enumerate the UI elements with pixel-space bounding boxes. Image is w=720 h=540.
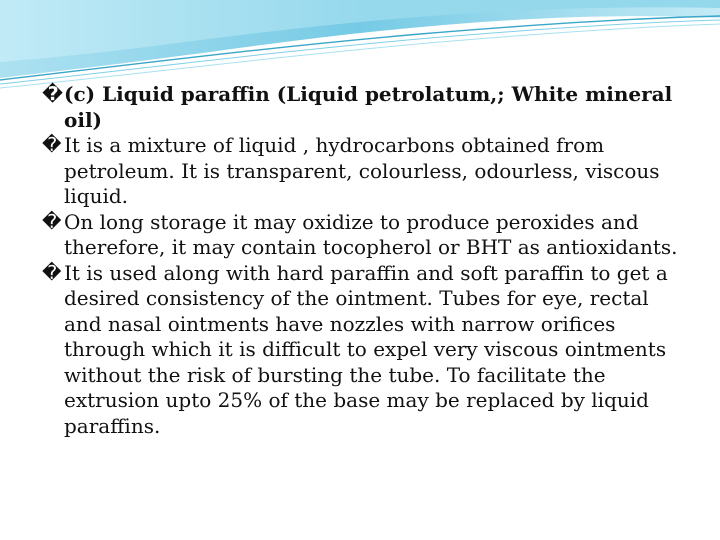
bullet-marker-icon: � [42,261,62,284]
bullet-paragraph-2 [42,133,692,210]
bullet-paragraph-1 [42,82,692,133]
bullet-paragraph-4 [42,261,692,440]
slide-body [42,82,692,439]
paragraph-text: (c) Liquid paraffin (Liquid petrolatum,; White mineral oil) [64,82,673,132]
paragraph-text: It is a mixture of liquid , hydrocarbons obtained from petroleum. It is transparent, colourless, odourless, viscous liquid. [64,133,660,208]
bullet-marker-icon: � [42,210,62,233]
paragraph-text: On long storage it may oxidize to produce peroxides and therefore, it may contain tocopherol or BHT as antioxidants. [64,209,678,259]
paragraph-text: It is used along with hard paraffin and soft paraffin to get a desired consistency of the ointment. Tubes for eye, rectal and nasal ointments have nozzles with narrow orifices through which it is difficult to expel very viscous ointments without the risk of bursting the tube. To facilitate the extrusion upto 25% of the base may be replaced by liquid paraffins. [64,260,668,438]
bullet-paragraph-3 [42,210,692,261]
bullet-marker-icon: � [42,134,62,156]
bullet-marker-icon: � [42,83,64,105]
